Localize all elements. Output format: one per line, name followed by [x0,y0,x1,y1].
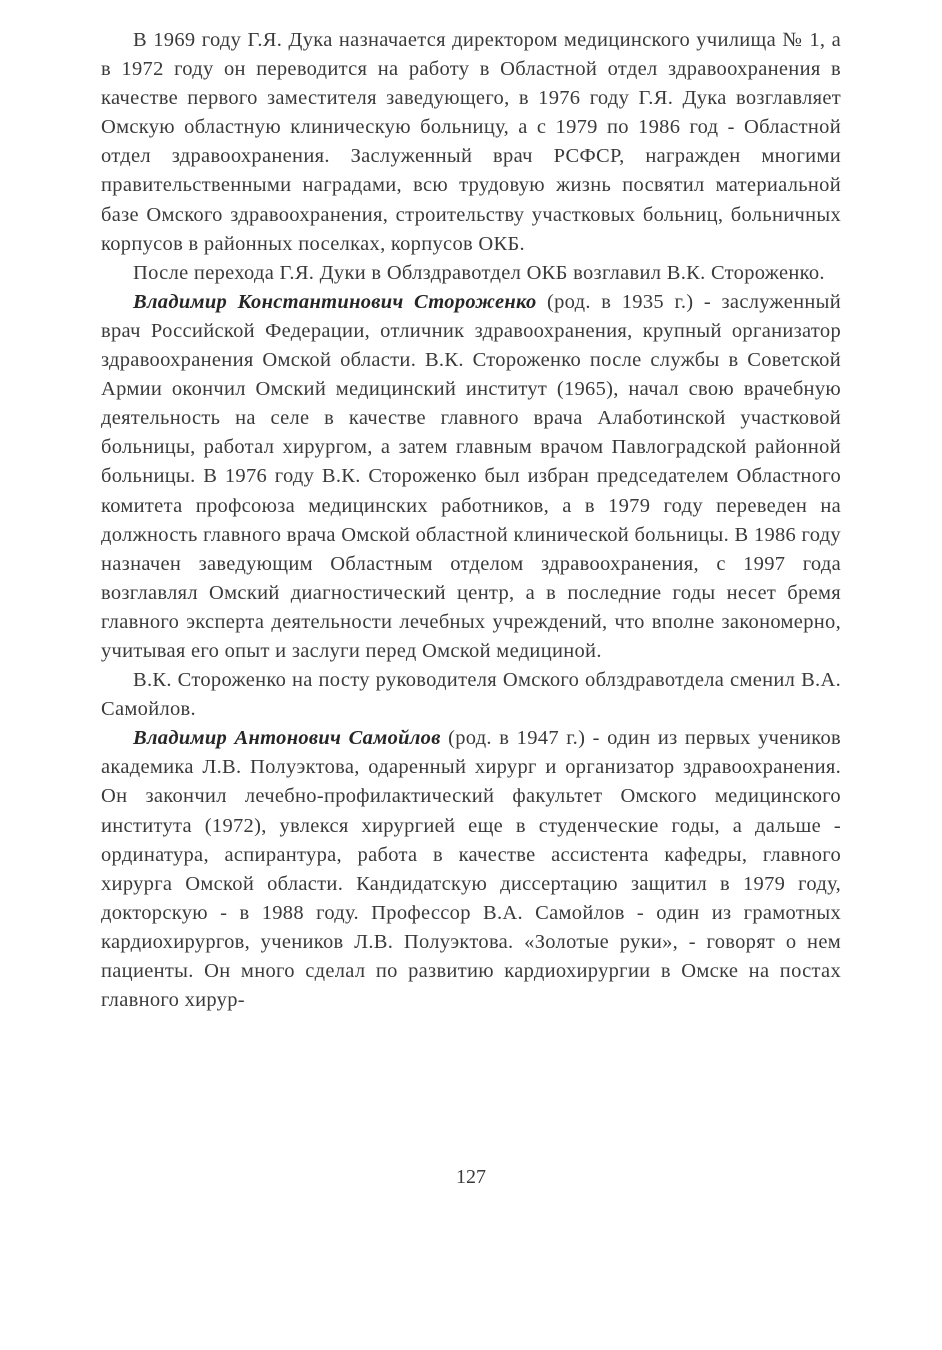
paragraph-text: (род. в 1935 г.) - заслуженный врач Российской Федерации, отличник здравоохранения, крупный организатор здравоохранения Омской области. В.К. Стороженко после службы в Советской Армии окончил Омский медицинский институт (1965), начал свою врачебную деятельность на селе в качестве главного врача Алаботинской участковой больницы, работал хирургом, а затем главным врачом Павлоградской районной больницы. В 1976 году В.К. Стороженко был избран председателем Областного комитета профсоюза медицинских работников, а в 1979 году переведен на должность главного врача Омской областной клинической больницы. В 1986 году назначен заведующим Областным отделом здравоохранения, с 1997 года возглавлял Омский диагностический центр, а в последние годы несет бремя главного эксперта деятельности лечебных учреждений, что вполне закономерно, учитывая его опыт и заслуги перед Омской медициной. [101,290,841,662]
paragraph-storozhenko-bio [101,288,841,666]
paragraph-text: (род. в 1947 г.) - один из первых учеников академика Л.В. Полуэктова, одаренный хирург и организатор здравоохранения. Он закончил лечебно-профилактический факультет Омского медицинского института (1972), увлекся хирургией еще в студенческие годы, а дальше - ординатура, аспирантура, работа в качестве ассистента кафедры, главного хирурга Омской области. Кандидатскую диссертацию защитил в 1979 году, докторскую - в 1988 году. Профессор В.А. Самойлов - один из грамотных кардиохирургов, учеников Л.В. Полуэктова. «Золотые руки», - говорят о нем пациенты. Он много сделал по развитию кардиохирургии в Омске на постах главного хирур- [101,727,841,1012]
paragraph-transition-storozhenko [101,259,841,288]
paragraph-text: В 1969 году Г.Я. Дука назначается директором медицинского училища № 1, а в 1972 году он переводится на работу в Областной отдел здравоохранения в качестве первого заместителя заведующего, в 1976 году Г.Я. Дука возглавляет Омскую областную клиническую больницу, а с 1979 по 1986 год - Областной отдел здравоохранения. Заслуженный врач РСФСР, награжден многими правительственными наградами, всю трудовую жизнь посвятил материальной базе Омского здравоохранения, строительству участковых больниц, больничных корпусов в районных поселках, корпусов ОКБ. [101,29,841,255]
paragraph-text: В.К. Стороженко на посту руководителя Омского облздравотдела сменил В.А. Самойлов. [101,669,841,721]
paragraph-text: После перехода Г.Я. Дуки в Облздравотдел ОКБ возглавил В.К. Стороженко. [133,261,825,284]
paragraph-transition-samoylov [101,666,841,724]
person-name: Владимир Константинович Стороженко [133,290,537,313]
person-name: Владимир Антонович Самойлов [133,727,441,750]
body-text [101,26,841,1015]
page-number: 127 [456,1166,486,1188]
paragraph-samoylov-bio [101,724,841,1015]
paragraph-duka [101,26,841,259]
